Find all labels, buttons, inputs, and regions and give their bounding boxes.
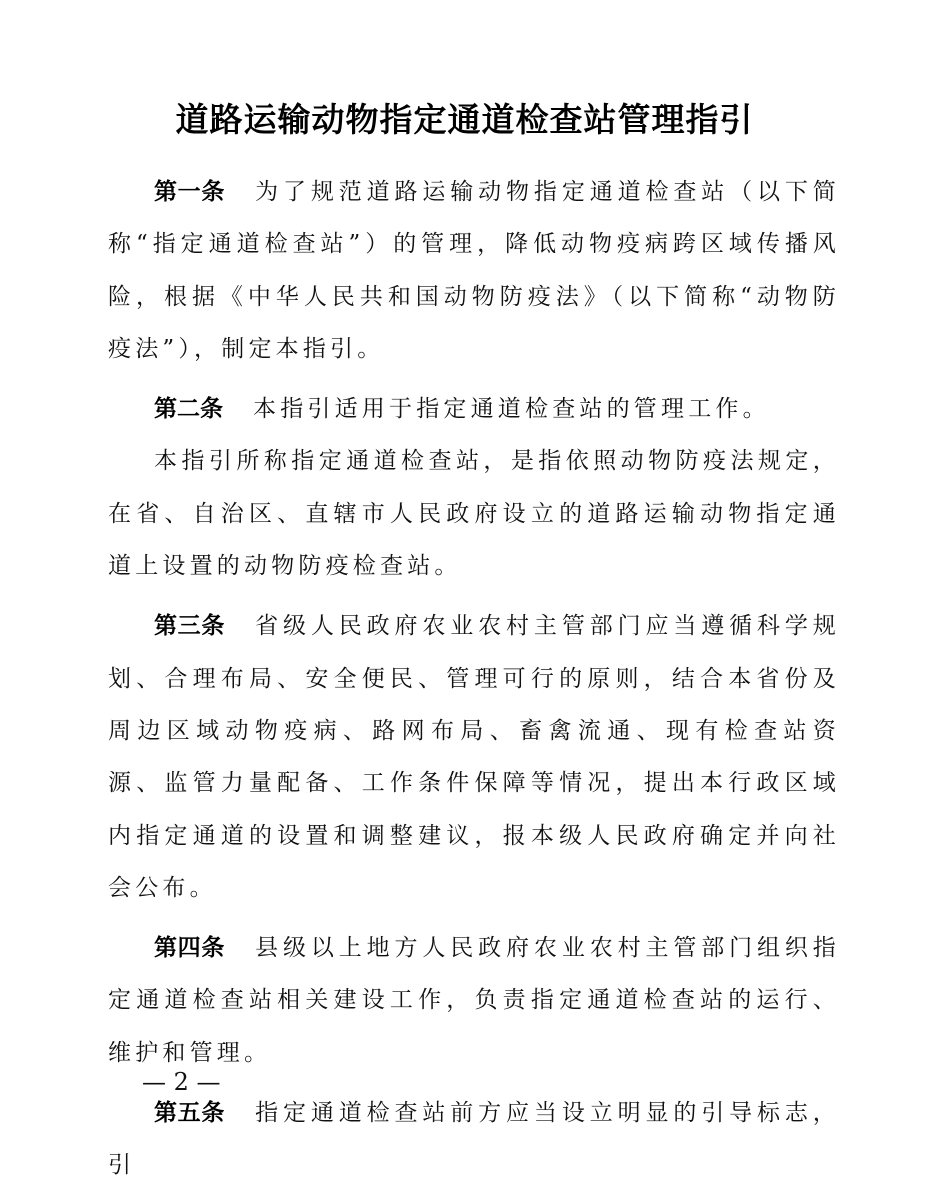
article-heading: 第五条 bbox=[154, 1100, 226, 1127]
article-heading: 第二条 bbox=[154, 396, 223, 423]
article-2 bbox=[108, 383, 840, 435]
page-number: — 2 — bbox=[142, 1068, 221, 1096]
document-title: 道路运输动物指定通道检查站管理指引 bbox=[175, 100, 754, 140]
article-text: 指定通道检查站前方应当设立明显的引导标志，引 bbox=[108, 1100, 840, 1179]
article-heading: 第四条 bbox=[154, 935, 226, 962]
article-1 bbox=[108, 166, 840, 375]
article-text: 本指引所称指定通道检查站，是指依照动物防疫法规定，在省、自治区、直辖市人民政府设立的道路运输动物指定通道上设置的动物防疫检查站。 bbox=[108, 448, 840, 580]
article-2-paragraph-2 bbox=[108, 435, 840, 592]
article-text: 县级以上地方人民政府农业农村主管部门组织指定通道检查站相关建设工作，负责指定通道检查站的运行、维护和管理。 bbox=[108, 935, 840, 1066]
document-body bbox=[108, 166, 840, 1192]
article-text: 本指引适用于指定通道检查站的管理工作。 bbox=[253, 396, 770, 423]
article-heading: 第一条 bbox=[154, 179, 226, 205]
article-3 bbox=[108, 600, 840, 914]
article-text: 省级人民政府农业农村主管部门应当遵循科学规划、合理布局、安全便民、管理可行的原则，结合本省份及周边区域动物疫病、路网布局、畜禽流通、现有检查站资源、监管力量配备、工作条件保障等情况，提出本行政区域内指定通道的设置和调整建议，报本级人民政府确定并向社会公布。 bbox=[108, 613, 840, 901]
article-text: 为了规范道路运输动物指定通道检查站（以下简称“指定通道检查站”）的管理，降低动物疫病跨区域传播风险，根据《中华人民共和国动物防疫法》（以下简称“动物防疫法”），制定本指引。 bbox=[108, 179, 840, 362]
article-4 bbox=[108, 922, 840, 1079]
article-heading: 第三条 bbox=[154, 613, 226, 640]
article-5 bbox=[108, 1087, 840, 1192]
